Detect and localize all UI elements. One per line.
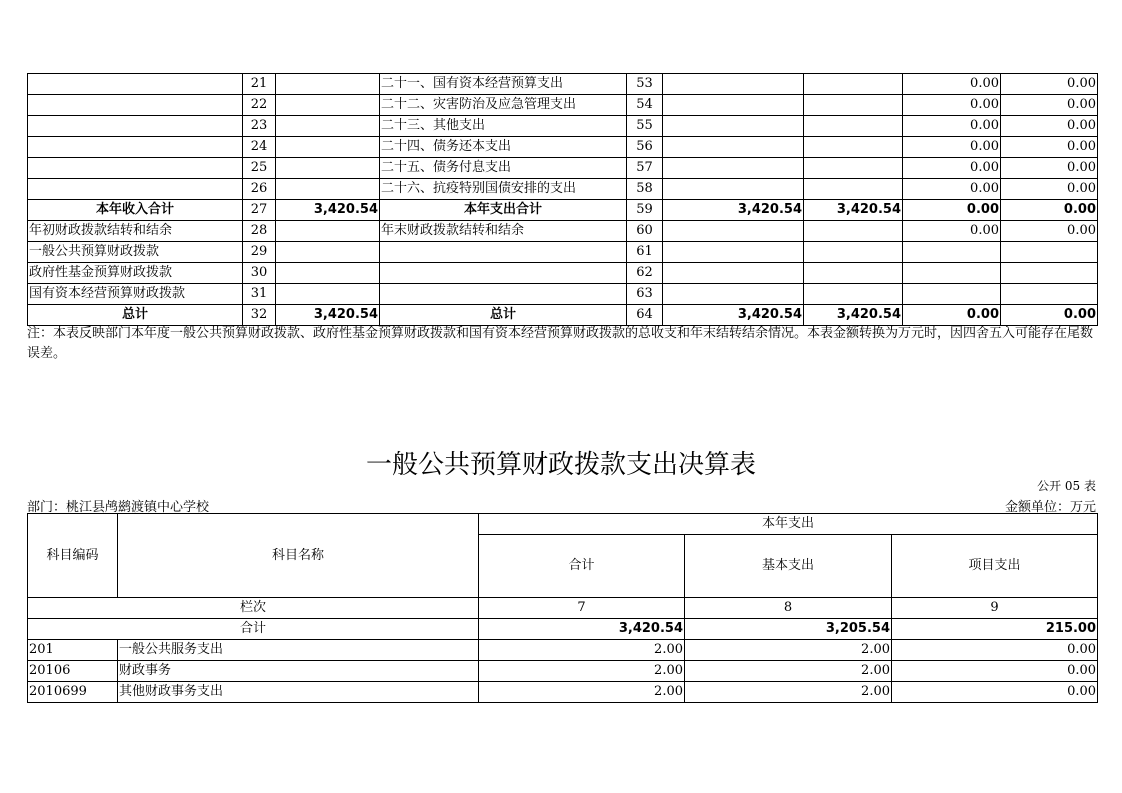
lanci-c2: 8: [685, 598, 892, 619]
table-cell: 63: [627, 284, 663, 305]
table-cell: [276, 74, 380, 95]
expenditure-table-body: [28, 640, 1098, 703]
table-cell: 30: [243, 263, 276, 284]
table-cell: 31: [243, 284, 276, 305]
table-cell: 0.00: [892, 682, 1098, 703]
table-row: [28, 116, 1098, 137]
table-cell: [380, 284, 627, 305]
table-cell: [663, 158, 804, 179]
table-cell: 32: [243, 305, 276, 326]
table-cell: [663, 242, 804, 263]
table-row: [28, 661, 1098, 682]
table-cell: [804, 242, 903, 263]
table-cell: [276, 179, 380, 200]
table-cell: 57: [627, 158, 663, 179]
table-cell: 本年收入合计: [28, 200, 243, 221]
table-cell: 年末财政拨款结转和结余: [380, 221, 627, 242]
table-cell: [663, 116, 804, 137]
header-subject-code: 科目编码: [28, 514, 118, 598]
table-cell: 2.00: [685, 640, 892, 661]
table-row: [28, 200, 1098, 221]
table-cell: 23: [243, 116, 276, 137]
table-cell: [276, 158, 380, 179]
page-title: 一般公共预算财政拨款支出决算表: [365, 450, 756, 480]
table-cell: 一般公共服务支出: [118, 640, 479, 661]
table-cell: 3,420.54: [804, 305, 903, 326]
amount-unit-label: 金额单位：万元: [1004, 500, 1096, 515]
table-cell: [903, 242, 1001, 263]
table-cell: 0.00: [1001, 137, 1098, 158]
table-cell: [28, 179, 243, 200]
table-cell: 27: [243, 200, 276, 221]
header-current-year: 本年支出: [479, 514, 1098, 535]
table-cell: 0.00: [892, 661, 1098, 682]
table-cell: [276, 242, 380, 263]
lanci-label: 栏次: [28, 598, 479, 619]
table-cell: [804, 74, 903, 95]
table-cell: 61: [627, 242, 663, 263]
table-cell: 25: [243, 158, 276, 179]
table-row: [28, 179, 1098, 200]
table-cell: [663, 284, 804, 305]
sum-project: 215.00: [892, 619, 1098, 640]
header-project: 项目支出: [892, 535, 1098, 598]
table-cell: 56: [627, 137, 663, 158]
table-cell: 国有资本经营预算财政拨款: [28, 284, 243, 305]
lanci-c3: 9: [892, 598, 1098, 619]
table-code: 公开 05 表: [1037, 479, 1096, 493]
table-cell: 0.00: [903, 179, 1001, 200]
table-cell: [804, 179, 903, 200]
table-cell: 0.00: [1001, 158, 1098, 179]
table-cell: 201: [28, 640, 118, 661]
table-cell: 0.00: [903, 200, 1001, 221]
table-row: [28, 137, 1098, 158]
table-cell: 0.00: [903, 95, 1001, 116]
table-row: [28, 221, 1098, 242]
table-row: [28, 305, 1098, 326]
table-cell: 年初财政拨款结转和结余: [28, 221, 243, 242]
table-cell: 0.00: [903, 74, 1001, 95]
table-cell: 21: [243, 74, 276, 95]
table-cell: 3,420.54: [276, 200, 380, 221]
table-cell: [663, 74, 804, 95]
table-cell: [28, 116, 243, 137]
table-cell: 2.00: [479, 682, 685, 703]
table-cell: 一般公共预算财政拨款: [28, 242, 243, 263]
income-expense-table: [27, 73, 1098, 326]
table-cell: 二十四、债务还本支出: [380, 137, 627, 158]
table-cell: 3,420.54: [663, 305, 804, 326]
table-cell: 53: [627, 74, 663, 95]
table-cell: [804, 221, 903, 242]
table-cell: 本年支出合计: [380, 200, 627, 221]
table-cell: [28, 74, 243, 95]
sum-basic: 3,205.54: [685, 619, 892, 640]
table-cell: [276, 95, 380, 116]
table-cell: [380, 242, 627, 263]
table-cell: [804, 158, 903, 179]
table-cell: [276, 221, 380, 242]
header-subject-name: 科目名称: [118, 514, 479, 598]
table-cell: [663, 95, 804, 116]
table-row: [28, 158, 1098, 179]
table-row: [28, 263, 1098, 284]
table-cell: 3,420.54: [804, 200, 903, 221]
table-row: [28, 74, 1098, 95]
table-cell: [276, 263, 380, 284]
table-cell: 0.00: [1001, 221, 1098, 242]
table-cell: 2.00: [685, 661, 892, 682]
table-cell: 59: [627, 200, 663, 221]
table-cell: 二十三、其他支出: [380, 116, 627, 137]
table-cell: [804, 95, 903, 116]
table-cell: [804, 137, 903, 158]
table-cell: 0.00: [892, 640, 1098, 661]
table-cell: [1001, 284, 1098, 305]
lanci-c1: 7: [479, 598, 685, 619]
table-cell: 总计: [380, 305, 627, 326]
table-cell: 64: [627, 305, 663, 326]
table-cell: 0.00: [1001, 179, 1098, 200]
table-cell: 0.00: [903, 116, 1001, 137]
table-cell: 60: [627, 221, 663, 242]
table-cell: 二十五、债务付息支出: [380, 158, 627, 179]
table-cell: [276, 137, 380, 158]
header-total: 合计: [479, 535, 685, 598]
sum-label: 合计: [28, 619, 479, 640]
table-cell: 0.00: [1001, 116, 1098, 137]
table-cell: 0.00: [903, 221, 1001, 242]
table-cell: 62: [627, 263, 663, 284]
table-cell: [804, 263, 903, 284]
table-cell: 58: [627, 179, 663, 200]
table-cell: 总计: [28, 305, 243, 326]
table-cell: 28: [243, 221, 276, 242]
expenditure-table: [27, 513, 1098, 703]
table-cell: [663, 221, 804, 242]
table-cell: 2010699: [28, 682, 118, 703]
table-cell: 3,420.54: [276, 305, 380, 326]
table-cell: [1001, 242, 1098, 263]
table-cell: [663, 137, 804, 158]
table-cell: 24: [243, 137, 276, 158]
table-cell: [28, 158, 243, 179]
table-cell: 55: [627, 116, 663, 137]
table-row: [28, 682, 1098, 703]
table-row: [28, 284, 1098, 305]
table-cell: 二十六、抗疫特别国债安排的支出: [380, 179, 627, 200]
table-cell: 0.00: [1001, 95, 1098, 116]
table-cell: 0.00: [903, 158, 1001, 179]
table-cell: 20106: [28, 661, 118, 682]
table-cell: 政府性基金预算财政拨款: [28, 263, 243, 284]
income-expense-table-body: [28, 74, 1098, 326]
table-cell: [903, 284, 1001, 305]
department-label: 部门：桃江县鸬鹚渡镇中心学校: [27, 500, 210, 515]
table-cell: 0.00: [903, 137, 1001, 158]
table-cell: 29: [243, 242, 276, 263]
header-basic: 基本支出: [685, 535, 892, 598]
table-cell: 22: [243, 95, 276, 116]
table-cell: [28, 137, 243, 158]
table-cell: 2.00: [685, 682, 892, 703]
table-cell: 2.00: [479, 661, 685, 682]
table-row: [28, 95, 1098, 116]
table-cell: 二十二、灾害防治及应急管理支出: [380, 95, 627, 116]
table-cell: 54: [627, 95, 663, 116]
table-cell: [663, 179, 804, 200]
table-cell: [804, 116, 903, 137]
table-cell: 3,420.54: [663, 200, 804, 221]
table-cell: 0.00: [1001, 305, 1098, 326]
table-cell: 0.00: [1001, 200, 1098, 221]
table-cell: 财政事务: [118, 661, 479, 682]
table-cell: 二十一、国有资本经营预算支出: [380, 74, 627, 95]
table-row: [28, 640, 1098, 661]
table-cell: 2.00: [479, 640, 685, 661]
table-cell: [28, 95, 243, 116]
table-cell: [276, 116, 380, 137]
table-cell: 0.00: [1001, 74, 1098, 95]
sum-total: 3,420.54: [479, 619, 685, 640]
table-cell: 其他财政事务支出: [118, 682, 479, 703]
table-cell: [663, 263, 804, 284]
table-note: 注：本表反映部门本年度一般公共预算财政拨款、政府性基金预算财政拨款和国有资本经营预算财政拨款的总收支和年末结转结余情况。本表金额转换为万元时，因四舍五入可能存在尾数误差。: [27, 326, 1094, 361]
table-cell: [1001, 263, 1098, 284]
table-cell: [380, 263, 627, 284]
table-cell: 26: [243, 179, 276, 200]
table-cell: [276, 284, 380, 305]
table-cell: [903, 263, 1001, 284]
table-cell: 0.00: [903, 305, 1001, 326]
table-cell: [804, 284, 903, 305]
table-row: [28, 242, 1098, 263]
